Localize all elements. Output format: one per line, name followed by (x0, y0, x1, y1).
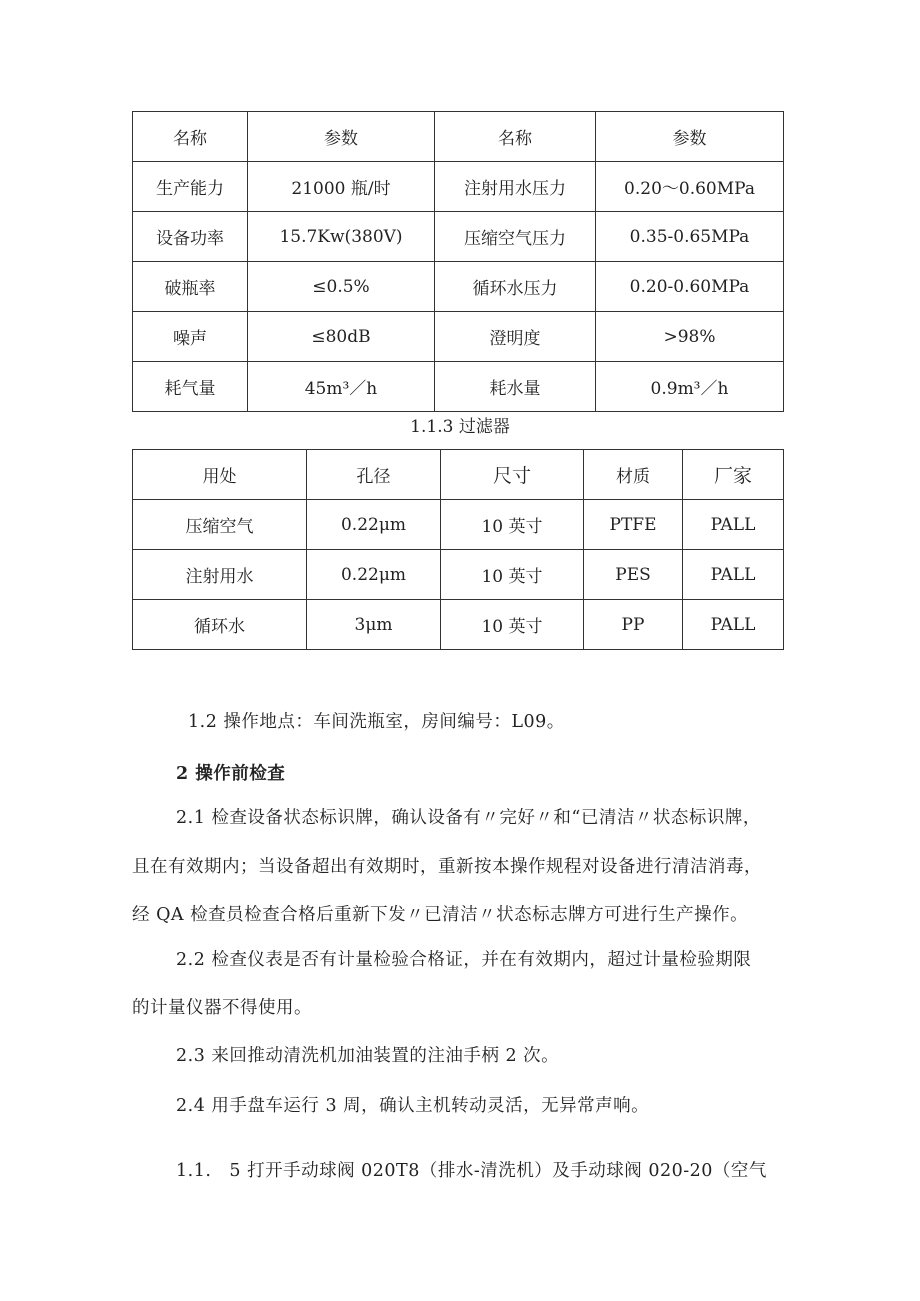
table-cell: 0.22μm (307, 500, 441, 550)
table-row (133, 362, 784, 412)
table-cell: 15.7Kw(380V) (248, 212, 435, 262)
header-cell: 参数 (248, 112, 435, 162)
paragraph-2-3: 2.3 来回推动清洗机加油装置的注油手柄 2 次。 (176, 1046, 560, 1066)
table-cell: 10 英寸 (441, 550, 584, 600)
table-cell: 注射用水压力 (435, 162, 596, 212)
table-cell: PALL (683, 550, 784, 600)
table-cell: 21000 瓶/时 (248, 162, 435, 212)
section-heading-2: 2 操作前检查 (176, 764, 286, 784)
table-cell: 循环水压力 (435, 262, 596, 312)
paragraph-2-2-line-1: 2.2 检查仪表是否有计量检验合格证，并在有效期内，超过计量检验期限 (176, 950, 752, 970)
header-cell: 用处 (133, 450, 307, 500)
table-row (133, 162, 784, 212)
table-cell: 0.22μm (307, 550, 441, 600)
paragraph-2-1-line-2: 且在有效期内；当设备超出有效期时，重新按本操作规程对设备进行清洁消毒， (132, 857, 762, 877)
paragraph-2-2-line-2: 的计量仪器不得使用。 (132, 998, 312, 1018)
table-cell: >98% (596, 312, 784, 362)
parameter-table (132, 111, 784, 412)
table-cell: 设备功率 (133, 212, 248, 262)
table-cell: PTFE (584, 500, 683, 550)
table-cell: PALL (683, 600, 784, 650)
table-cell: 压缩空气 (133, 500, 307, 550)
table-row (133, 550, 784, 600)
table-row (133, 500, 784, 550)
table-cell: PALL (683, 500, 784, 550)
table-cell: 0.20-0.60MPa (596, 262, 784, 312)
table-cell: 10 英寸 (441, 600, 584, 650)
table-cell: 0.9m³／h (596, 362, 784, 412)
table-cell: 噪声 (133, 312, 248, 362)
table-cell: 压缩空气压力 (435, 212, 596, 262)
table-row (133, 312, 784, 362)
table-cell: 耗气量 (133, 362, 248, 412)
table-cell: 耗水量 (435, 362, 596, 412)
header-cell: 孔径 (307, 450, 441, 500)
table-row (133, 262, 784, 312)
table-cell: 3μm (307, 600, 441, 650)
paragraph-2-4: 2.4 用手盘车运行 3 周，确认主机转动灵活，无异常声响。 (176, 1096, 650, 1116)
table-cell: ≤0.5% (248, 262, 435, 312)
paragraph-2-1-line-1: 2.1 检查设备状态标识牌，确认设备有〃完好〃和“已清洁〃状态标识牌， (176, 808, 761, 828)
header-cell: 参数 (596, 112, 784, 162)
table-header-row (133, 112, 784, 162)
table-cell: PP (584, 600, 683, 650)
header-cell: 尺寸 (441, 450, 584, 500)
table-cell: 0.35-0.65MPa (596, 212, 784, 262)
header-cell: 厂家 (683, 450, 784, 500)
table-cell: ≤80dB (248, 312, 435, 362)
header-cell: 名称 (133, 112, 248, 162)
table-cell: 循环水 (133, 600, 307, 650)
table-cell: 破瓶率 (133, 262, 248, 312)
paragraph-2-1-line-3: 经 QA 检查员检查合格后重新下发〃已清洁〃状态标志牌方可进行生产操作。 (132, 905, 749, 925)
table-row (133, 212, 784, 262)
table-cell: 注射用水 (133, 550, 307, 600)
table-cell: 0.20～0.60MPa (596, 162, 784, 212)
table-cell: 澄明度 (435, 312, 596, 362)
table-cell: PES (584, 550, 683, 600)
paragraph-1-1-5: 1.1. 5 打开手动球阀 020T8（排水-清洗机）及手动球阀 020-20（空气 (176, 1161, 767, 1181)
table-row (133, 600, 784, 650)
paragraph-1-2: 1.2 操作地点：车间洗瓶室，房间编号：L09。 (188, 712, 565, 732)
table-cell: 10 英寸 (441, 500, 584, 550)
table-cell: 生产能力 (133, 162, 248, 212)
header-cell: 名称 (435, 112, 596, 162)
filter-table (132, 449, 784, 650)
filter-table-caption: 1.1.3 过滤器 (410, 417, 510, 437)
header-cell: 材质 (584, 450, 683, 500)
table-header-row (133, 450, 784, 500)
table-cell: 45m³／h (248, 362, 435, 412)
